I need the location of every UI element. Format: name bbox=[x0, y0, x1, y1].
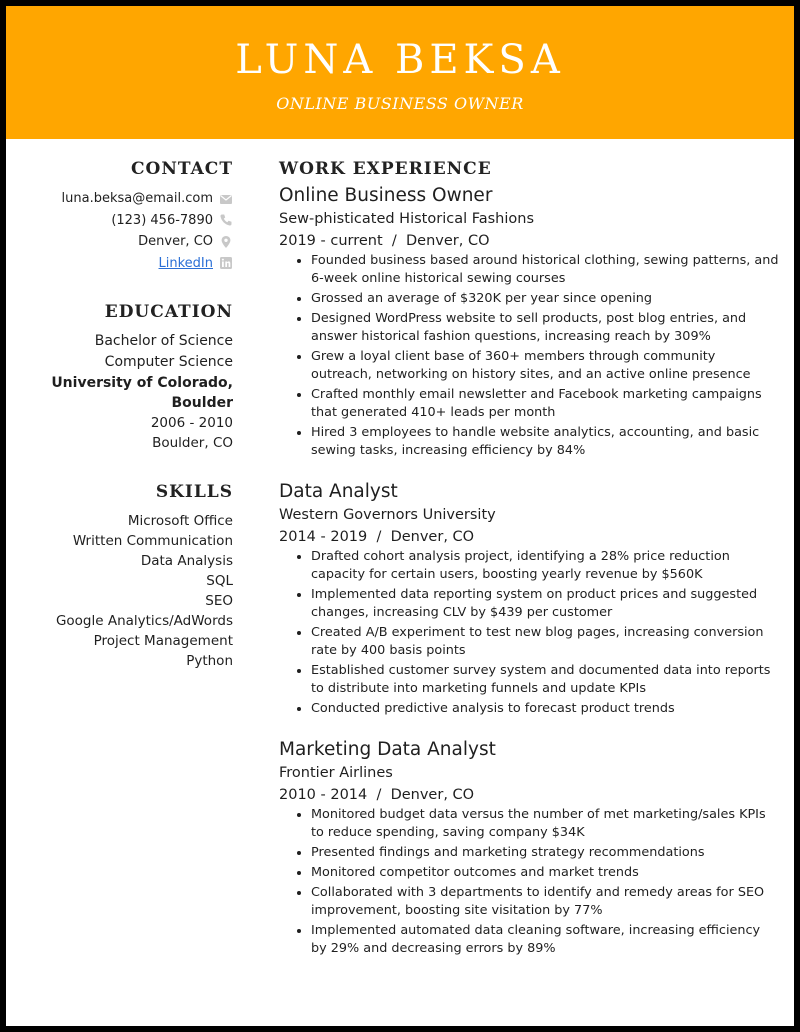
contact-phone-row bbox=[26, 210, 233, 232]
education-years: 2006 - 2010 bbox=[150, 415, 233, 431]
skill-item: Data Analysis bbox=[140, 553, 233, 569]
job-company: Frontier Airlines bbox=[279, 765, 393, 781]
candidate-name: LUNA BEKSA bbox=[235, 37, 565, 83]
job-bullet: Created A/B experiment to test new blog pages, increasing conversion rate by 400 basis points bbox=[311, 624, 779, 660]
job-dates: 2019 - current / Denver, CO bbox=[279, 233, 490, 249]
phone-icon bbox=[219, 213, 233, 227]
job-title: Data Analyst bbox=[279, 481, 398, 502]
contact-location-row bbox=[26, 231, 233, 253]
job-bullet: Monitored budget data versus the number of met marketing/sales KPIs to reduce spending, saving company $34K bbox=[311, 806, 779, 842]
resume-header bbox=[6, 6, 794, 139]
skill-item: Python bbox=[186, 653, 233, 669]
job-bullet: Hired 3 employees to handle website analytics, accounting, and basic sewing tasks, increasing efficiency by 84% bbox=[311, 424, 779, 460]
job-bullet: Monitored competitor outcomes and market trends bbox=[311, 864, 779, 882]
job-bullet: Presented findings and marketing strategy recommendations bbox=[311, 844, 779, 862]
contact-email-row bbox=[26, 188, 233, 210]
job-bullet: Drafted cohort analysis project, identifying a 28% price reduction capacity for certain users, boosting yearly revenue by $560K bbox=[311, 548, 779, 584]
contact-location: Denver, CO bbox=[138, 234, 213, 249]
job-bullet: Conducted predictive analysis to forecast product trends bbox=[311, 700, 779, 718]
job-entry bbox=[279, 738, 779, 958]
education-degree: Bachelor of Science bbox=[94, 333, 233, 349]
job-dates: 2010 - 2014 / Denver, CO bbox=[279, 787, 475, 803]
job-title: Marketing Data Analyst bbox=[279, 739, 496, 760]
linkedin-link[interactable]: LinkedIn bbox=[158, 255, 213, 271]
resume-page bbox=[6, 6, 794, 1026]
education-major: Computer Science bbox=[104, 354, 233, 370]
contact-linkedin-row bbox=[26, 253, 233, 275]
skills-heading: SKILLS bbox=[155, 482, 233, 502]
work-experience-heading: WORK EXPERIENCE bbox=[279, 159, 492, 179]
skills-list bbox=[26, 511, 233, 671]
education-section bbox=[26, 301, 233, 453]
job-bullet: Crafted monthly email newsletter and Facebook marketing campaigns that generated 410+ leads per month bbox=[311, 386, 779, 422]
skill-item: Written Communication bbox=[72, 533, 233, 549]
contact-heading: CONTACT bbox=[131, 159, 233, 179]
job-bullet: Collaborated with 3 departments to identify and remedy areas for SEO improvement, boosting site visitation by 77% bbox=[311, 884, 779, 920]
candidate-title: ONLINE BUSINESS OWNER bbox=[276, 94, 524, 113]
envelope-icon bbox=[219, 192, 233, 206]
education-location: Boulder, CO bbox=[152, 435, 233, 451]
job-bullet: Established customer survey system and documented data into reports to distribute into marketing funnels and update KPIs bbox=[311, 662, 779, 698]
contact-section bbox=[26, 158, 233, 274]
job-bullet: Grossed an average of $320K per year since opening bbox=[311, 290, 779, 308]
job-bullets bbox=[279, 548, 779, 718]
contact-phone: (123) 456-7890 bbox=[111, 212, 213, 228]
job-entry bbox=[279, 480, 779, 718]
skill-item: Google Analytics/AdWords bbox=[55, 613, 233, 629]
skill-item: Microsoft Office bbox=[127, 513, 233, 529]
work-experience-section bbox=[279, 158, 779, 978]
job-company: Sew-phisticated Historical Fashions bbox=[279, 211, 534, 227]
job-bullet: Implemented automated data cleaning software, increasing efficiency by 29% and decreasing errors by 89% bbox=[311, 922, 779, 958]
job-bullet: Founded business based around historical clothing, sewing patterns, and 6-week online historical sewing courses bbox=[311, 253, 779, 286]
contact-email[interactable]: luna.beksa@email.com bbox=[61, 191, 213, 206]
job-bullet: Implemented data reporting system on product prices and suggested changes, increasing CLV by $439 per customer bbox=[311, 586, 779, 622]
education-heading: EDUCATION bbox=[104, 302, 233, 322]
linkedin-icon bbox=[219, 256, 233, 270]
skill-item: Project Management bbox=[93, 633, 233, 649]
job-bullets bbox=[279, 252, 779, 460]
skill-item: SQL bbox=[206, 573, 233, 589]
job-bullet: Designed WordPress website to sell products, post blog entries, and answer historical fashion questions, increasing reach by 309% bbox=[311, 310, 779, 346]
job-company: Western Governors University bbox=[279, 507, 496, 523]
job-entry bbox=[279, 184, 779, 460]
skill-item: SEO bbox=[205, 593, 233, 609]
skills-section bbox=[26, 481, 233, 671]
job-title: Online Business Owner bbox=[279, 185, 493, 206]
left-column bbox=[26, 158, 233, 671]
job-dates: 2014 - 2019 / Denver, CO bbox=[279, 529, 475, 545]
job-bullet: Grew a loyal client base of 360+ members through community outreach, networking on history sites, and an active online presence bbox=[311, 348, 779, 384]
location-pin-icon bbox=[219, 235, 233, 249]
job-bullets bbox=[279, 806, 779, 958]
education-school: University of Colorado, Boulder bbox=[51, 375, 233, 411]
